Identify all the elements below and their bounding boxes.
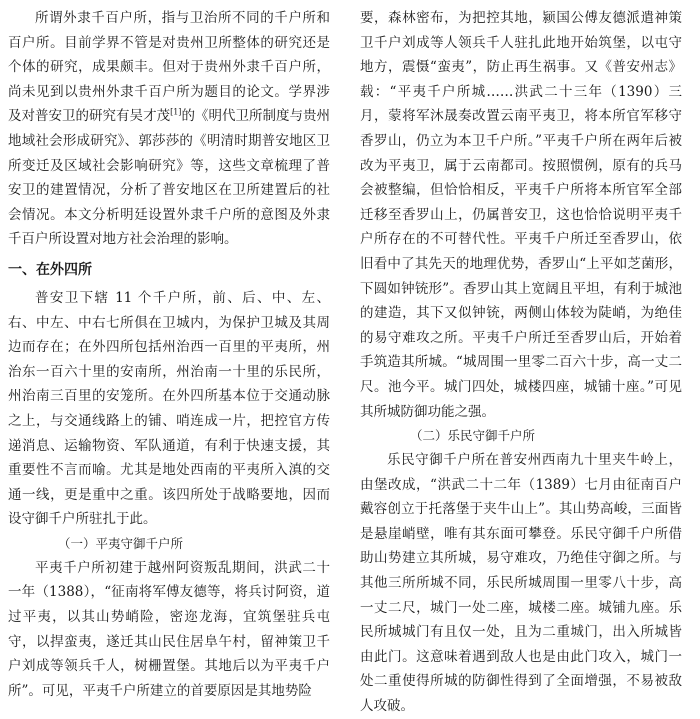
body-paragraph-lemin: 乐民守御千户所在普安州西南九十里夹牛岭上，由堡改成，“洪武二十二年（1389）七月由征南百户戴容创立于托落堡于夹牛山上”。其山势高峻，三面皆是悬崖峭壁，唯有其东面可攀登。乐民守御千户所借助山势建立其所城，易守难攻，乃绝佳守御之所。与其他三所所城不同，乐民所城周围一里零八十步，高一丈二尺，城门一处二座，城楼二座。城铺九座。乐民所城城门有且仅一处，且为二重城门，出入所城皆由此门。这意味着遇到敌人也是由此门攻入，城门一处二重使得所城的防御性得到了全面增强，不易被敌人攻破。 xyxy=(360,452,682,715)
right-column xyxy=(360,6,682,719)
left-column xyxy=(8,6,330,703)
body-paragraph-pingyi: 平夷千户所初建于越州阿资叛乱期间，洪武二十一年（1388），“征南将军傅友德等，将兵讨阿资，道过平夷，以其山势峭险，密迩龙海，宜筑堡驻兵屯守，以捍蛮夷，遂迁其山民住居阜午村，留神策卫千户刘成等领兵千人，树栅置堡。其地后以为平夷千户所”。可见，平夷千户所建立的首要原因是其地势险 xyxy=(8,559,330,699)
intro-text-part1: 所谓外隶千百户所，指与卫治所不同的千户所和百户所。目前学界不管是对贵州卫所整体的研究还是个体的研究，成果颇丰。但对于贵州外隶千百户所，尚未见到以贵州外隶千百户所为题目的论文。学界涉及对普安卫的研究有吴才茂 xyxy=(8,10,330,125)
citation-marker: [1] xyxy=(170,107,182,117)
body-paragraph-pingyi-cont: 要，森林密布，为把控其地，颍国公傅友德派遣神策卫千户刘成等人领兵千人驻扎此地开始筑堡，以屯守地方，震慑“蛮夷”，防止再生祸事。又《普安州志》载：“平夷千户所城……洪武二十三年（1390）三月，蒙将军沐晟奏改置云南平夷卫，将本所官军移守香罗山，仍立为本卫千户所。”平夷千户所在两年后被改为平夷卫，属于云南都司。按照惯例，原有的兵马会被整编，但恰恰相反，平夷千户所将本所官军全部迁移至香罗山上，仍属普安卫，这也恰恰说明平夷千户所存在的不可替代性。平夷千户所迁至香罗山，依旧看中了其先天的地理优势，香罗山“上平如芝菌形，下圆如钟铳形”。香罗山其上宽阔且平坦，有利于城池的建造，其下又似钟铳，两侧山体较为陡峭，为绝佳的易守难攻之所。平夷千户所迁至香罗山后，开始着手筑造其所城。“城周围一里零二百六十步，高一丈二尺。池今平。城门四处，城楼四座，城铺十座。”可见其所城防御功能之强。 xyxy=(360,10,682,420)
section-heading: 一、在外四所 xyxy=(8,261,92,278)
subheading-lemin: （二）乐民守御千户所 xyxy=(410,428,536,444)
intro-text-part2: 的《明代卫所制度与贵州地域社会形成研究》、郭莎莎的《明清时期普安地区卫所变迁及区域社会影响研究》等，这些文章梳理了普安卫的建置情况，分析了普安地区在卫所建置后的社会情况。本文分析明廷设置外隶千户所的意图及外隶千百户所设置对地方社会治理的影响。 xyxy=(8,108,331,248)
intro-paragraph xyxy=(8,6,330,252)
body-paragraph-four-posts: 普安卫下辖 11 个千户所，前、后、中、左、右、中左、中右七所俱在卫城内，为保护卫城及其周边而存在；在外四所包括州治西一百里的平夷所，州治东一百六十里的安南所，州治南一十里的乐民所，州治南三百里的安笼所。在外四所基本位于交通动脉之上，与交通线路上的铺、哨连成一片，把控官方传递消息、运输物资、军队通道，有利于快速支援，其重要性不言而喻。尤其是地处西南的平夷所入滇的交通一线，更是重中之重。该四所处于战略要地，因而设守御千户所驻扎于此。 xyxy=(8,289,330,528)
subheading-pingyi: （一）平夷守御千户所 xyxy=(58,535,184,551)
